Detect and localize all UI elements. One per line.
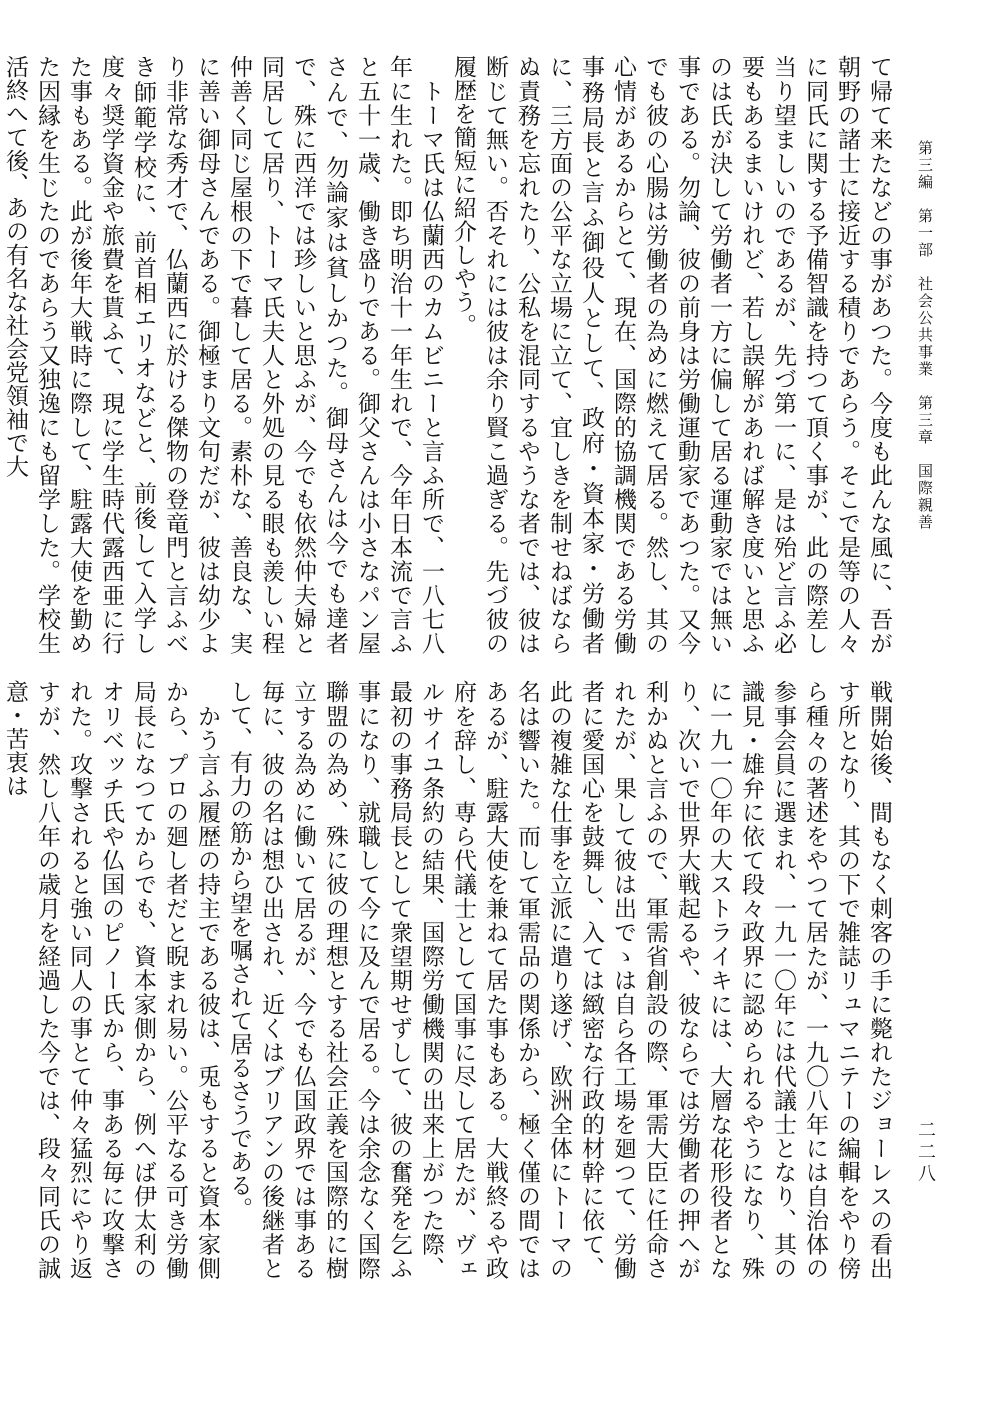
- paragraph: かう言ふ履歴の持主である彼は、兎もすると資本家側から、プロの廻し者だと睨まれ易い。公平なる可き労働局長になつてからでも、資本家側から、例へば伊太利のオリベッチ氏や仏国のピノー氏から、事ある毎に攻撃された。攻撃されると強い同人の事とて仲々猛烈にやり返すが、然し八年の歳月を経過した今では、段々同氏の誠意・苦衷は: [2, 680, 220, 1280]
- page-number: 二二八: [915, 1120, 936, 1186]
- paragraph: 戦開始後、間もなく刺客の手に斃れたジョーレスの看出す所となり、其の下で雑誌リュマニテーの編輯をやり傍ら種々の著述をやつて居たが、一九〇八年には自治体の参事会員に選まれ、一九一〇年には代議士となり、其の識見・雄弁に依て段々政界に認められるやうになり、殊に一九一〇年の大ストライキには、大層な花形役者となり、次いで世界大戦起るや、彼ならでは労働者の押へが利かぬと言ふので、軍需省創設の際、軍需大臣に任命されたが、果して彼は出でゝは自ら各工場を廻つて、労働者に愛国心を鼓舞し、入ては緻密な行政的材幹に依て、此の複雑な仕事を立派に遣り遂げ、欧洲全体にトーマの名は響いた。而して軍需品の関係から、極く僅の間ではあるが、駐露大使を兼ねて居た事もある。大戦終るや政府を辞し、専ら代議士として国事に尽して居たが、ヴェルサイユ条約の結果、国際労働機関の出来上がつた際、最初の事務局長として衆望期せずして、彼の奮発を乞ふ事になり、就職して今に及んで居る。今は余念なく国際聯盟の為め、殊に彼の理想とする社会正義を国際的に樹立する為めに働いて居るが、今でも仏国政界では事ある毎に、彼の名は想ひ出され、近くはブリアンの後継者として、有力の筋から望を嘱されて居るさうである。: [226, 680, 892, 1280]
- running-header: 第三編 第一部 社会公共事業 第三章 国際親善: [916, 140, 934, 531]
- upper-text-block: [2, 55, 895, 656]
- paragraph: て帰て来たなどの事があつた。今度も此んな風に、吾が朝野の諸士に接近する積りであらう。そこで是等の人々に同氏に関する予備智識を持つて頂く事が、此の際差し当り望ましいのであるが、先づ第一に、是は殆ど言ふ必要もあるまいけれど、若し誤解があれば解き度いと思ふのは氏が決して労働者一方に偏して居る運動家では無い事である。勿論、彼の前身は労働運動家であつた。又今でも彼の心腸は労働者の為めに燃えて居る。然し、其の心情があるからとて、現在、国際的協調機関である労働事務局長と言ふ御役人として、政府・資本家・労働者に、三方面の公平な立場に立て、宜しきを制せねばならぬ責務を忘れたり、公私を混同するやうな者では、彼は断じて無い。否それには彼は余り賢こ過ぎる。先づ彼の履歴を簡短に紹介しやう。: [450, 55, 892, 656]
- paragraph: トーマ氏は仏蘭西のカムビニーと言ふ所で、一八七八年に生れた。即ち明治十一年生れで、今年日本流で言ふと五十一歳、働き盛りである。御父さんは小さなパン屋さんで、勿論家は貧しかつた。御母さんは今でも達者で、殊に西洋では珍しいと思ふが、今でも依然仲夫婦と同居して居り、トーマ氏夫人と外処の見る眼も羨しい程仲善く同じ屋根の下で暮して居る。素朴な、善良な、実に善い御母さんである。御極まり文句だが、彼は幼少より非常な秀才で、仏蘭西に於ける傑物の登竜門と言ふべき師範学校に、前首相エリオなどと、前後して入学し度々奨学資金や旅費を貰ふて、現に学生時代露西亜に行た事もある。此が後年大戦時に際して、駐露大使を勤めた因縁を生じたのであらう又独逸にも留学した。学校生活終へて後、あの有名な社会党領袖で大: [2, 55, 444, 655]
- lower-text-block: [2, 680, 895, 1280]
